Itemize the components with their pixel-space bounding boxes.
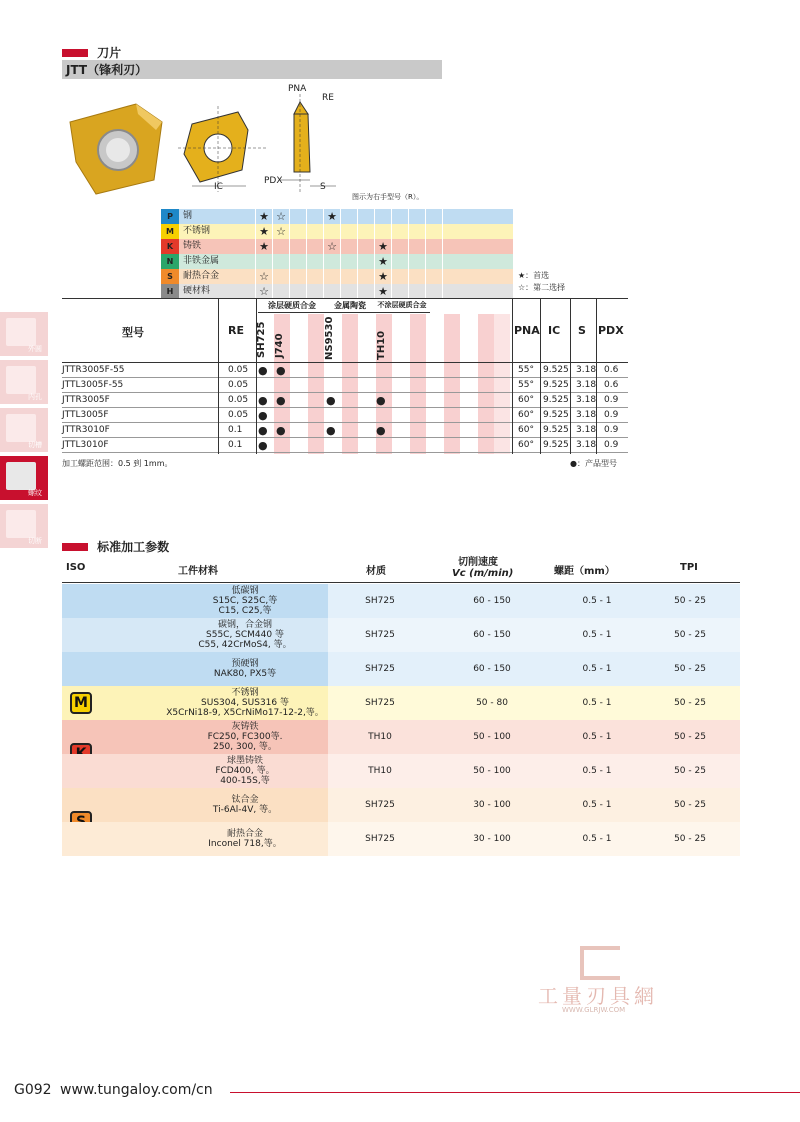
param-header-tpi: TPI bbox=[680, 562, 698, 573]
side-tab-grooving[interactable]: 切槽 bbox=[0, 408, 48, 452]
param-tpi: 50 - 25 bbox=[674, 664, 706, 674]
product-ic: 9.525 bbox=[543, 440, 569, 450]
recommendation-mark bbox=[340, 209, 357, 224]
product-re: 0.05 bbox=[228, 380, 249, 390]
recommendation-mark bbox=[442, 269, 459, 284]
param-pitch: 0.5 - 1 bbox=[582, 834, 612, 844]
internal-turning-icon bbox=[6, 366, 36, 394]
material-line: S15C, S25C,等 bbox=[212, 596, 278, 606]
section-title: 刀片 bbox=[97, 46, 122, 60]
grade-legend-row bbox=[161, 269, 513, 284]
recommendation-mark bbox=[340, 269, 357, 284]
param-speed: 60 - 150 bbox=[473, 664, 511, 674]
legend-first-choice: ★：首选 bbox=[518, 271, 550, 280]
material-name: 铸铁 bbox=[183, 241, 202, 251]
product-ic: 9.525 bbox=[543, 410, 569, 420]
pdx-label: PDX bbox=[264, 176, 283, 186]
param-tpi: 50 - 25 bbox=[674, 766, 706, 776]
section-heading-params bbox=[62, 536, 169, 555]
availability-dot: ● bbox=[276, 394, 286, 407]
product-row bbox=[62, 393, 628, 408]
product-re: 0.05 bbox=[228, 365, 249, 375]
product-model: JTTL3010F bbox=[62, 440, 109, 450]
material-line: C55, 42CrMoS4, 等。 bbox=[198, 640, 292, 650]
side-tab-parting[interactable]: 切断 bbox=[0, 504, 48, 548]
iso-code: H bbox=[161, 284, 179, 299]
product-model: JTTR3005F bbox=[62, 395, 110, 405]
col-pdx-header: PDX bbox=[598, 324, 624, 337]
material-name: 不锈钢 bbox=[183, 226, 211, 236]
product-s: 3.18 bbox=[576, 410, 597, 420]
material-line: 400-15S,等 bbox=[220, 776, 270, 786]
recommendation-mark bbox=[272, 284, 289, 299]
param-tpi: 50 - 25 bbox=[674, 800, 706, 810]
product-pdx: 0.9 bbox=[604, 395, 619, 405]
section-title: 标准加工参数 bbox=[97, 540, 170, 554]
recommendation-mark bbox=[357, 269, 374, 284]
recommendation-mark bbox=[442, 254, 459, 269]
param-grade: SH725 bbox=[365, 698, 395, 708]
availability-dot: ● bbox=[376, 424, 386, 437]
param-grade: SH725 bbox=[365, 596, 395, 606]
recommendation-mark: ★ bbox=[255, 209, 272, 224]
recommendation-mark: ☆ bbox=[272, 209, 289, 224]
param-grade: SH725 bbox=[365, 664, 395, 674]
product-model: JTTL3005F-55 bbox=[62, 380, 124, 390]
recommendation-mark bbox=[323, 284, 340, 299]
param-speed: 50 - 80 bbox=[476, 698, 508, 708]
param-header-grade: 材质 bbox=[366, 566, 386, 577]
material-line: SUS304, SUS316 等 bbox=[201, 698, 289, 708]
product-model: JTTR3010F bbox=[62, 425, 110, 435]
param-pitch: 0.5 - 1 bbox=[582, 800, 612, 810]
recommendation-mark bbox=[425, 284, 442, 299]
param-speed: 50 - 100 bbox=[473, 766, 511, 776]
recommendation-mark bbox=[357, 224, 374, 239]
grade-legend-row bbox=[161, 224, 513, 239]
section-marker bbox=[62, 543, 88, 551]
availability-dot: ● bbox=[326, 394, 336, 407]
param-grade: SH725 bbox=[365, 800, 395, 810]
recommendation-mark bbox=[306, 209, 323, 224]
recommendation-mark bbox=[391, 239, 408, 254]
grade-ns9530: NS9530 bbox=[324, 316, 335, 360]
recommendation-mark bbox=[425, 254, 442, 269]
product-pdx: 0.9 bbox=[604, 425, 619, 435]
availability-dot: ● bbox=[276, 364, 286, 377]
footer-rule bbox=[230, 1092, 800, 1093]
iso-code: N bbox=[161, 254, 179, 269]
material-line: 钛合金 bbox=[231, 795, 259, 805]
param-speed: 60 - 150 bbox=[473, 596, 511, 606]
recommendation-mark bbox=[442, 224, 459, 239]
material-line: NAK80, PX5等 bbox=[213, 669, 277, 679]
product-row bbox=[62, 378, 628, 393]
recommendation-mark bbox=[374, 209, 391, 224]
subtitle-bar: JTT（锋利刃） bbox=[62, 60, 442, 79]
param-header-material: 工件材料 bbox=[178, 566, 218, 577]
side-tab-internal[interactable]: 内孔 bbox=[0, 360, 48, 404]
param-pitch: 0.5 - 1 bbox=[582, 630, 612, 640]
param-grade: TH10 bbox=[368, 766, 392, 776]
recommendation-mark bbox=[408, 224, 425, 239]
insert-photo bbox=[66, 102, 166, 197]
recommendation-mark bbox=[289, 284, 306, 299]
product-row bbox=[62, 438, 628, 453]
param-tpi: 50 - 25 bbox=[674, 630, 706, 640]
material-line: 不锈钢 bbox=[231, 688, 259, 698]
product-re: 0.1 bbox=[228, 440, 243, 450]
product-s: 3.18 bbox=[576, 440, 597, 450]
iso-badge: M bbox=[70, 692, 92, 714]
recommendation-mark: ★ bbox=[374, 254, 391, 269]
product-table bbox=[62, 298, 628, 454]
recommendation-mark bbox=[340, 224, 357, 239]
insert-front-diagram bbox=[178, 100, 268, 200]
table-footnote: 加工螺距范围：0.5 到 1mm。 bbox=[62, 459, 173, 468]
product-pna: 60° bbox=[518, 395, 534, 405]
recommendation-mark bbox=[408, 284, 425, 299]
side-tab-external[interactable]: 外圆 bbox=[0, 312, 48, 356]
recommendation-mark bbox=[357, 284, 374, 299]
recommendation-mark: ★ bbox=[323, 209, 340, 224]
recommendation-mark bbox=[323, 269, 340, 284]
iso-code: K bbox=[161, 239, 179, 254]
col-pna-header: PNA bbox=[514, 324, 540, 337]
footer bbox=[14, 1082, 213, 1098]
param-speed: 60 - 150 bbox=[473, 630, 511, 640]
recommendation-mark bbox=[272, 239, 289, 254]
recommendation-mark bbox=[323, 224, 340, 239]
grooving-icon bbox=[6, 414, 36, 442]
product-pdx: 0.6 bbox=[604, 365, 619, 375]
product-pna: 60° bbox=[518, 440, 534, 450]
param-speed: 50 - 100 bbox=[473, 732, 511, 742]
availability-dot: ● bbox=[258, 409, 268, 422]
product-model: JTTR3005F-55 bbox=[62, 365, 125, 375]
recommendation-mark bbox=[289, 224, 306, 239]
recommendation-mark bbox=[357, 254, 374, 269]
availability-dot: ● bbox=[258, 364, 268, 377]
recommendation-mark bbox=[391, 284, 408, 299]
recommendation-mark bbox=[357, 239, 374, 254]
availability-dot: ● bbox=[258, 394, 268, 407]
recommendation-mark bbox=[306, 284, 323, 299]
material-line: 耐热合金 bbox=[226, 829, 263, 839]
product-ic: 9.525 bbox=[543, 395, 569, 405]
availability-dot: ● bbox=[376, 394, 386, 407]
product-s: 3.18 bbox=[576, 380, 597, 390]
param-grade: SH725 bbox=[365, 834, 395, 844]
param-grade: SH725 bbox=[365, 630, 395, 640]
recommendation-mark bbox=[272, 269, 289, 284]
params-row bbox=[62, 686, 740, 720]
param-tpi: 50 - 25 bbox=[674, 834, 706, 844]
product-pna: 60° bbox=[518, 425, 534, 435]
insert-side-diagram bbox=[276, 92, 346, 202]
external-turning-icon bbox=[6, 318, 36, 346]
recommendation-mark bbox=[408, 239, 425, 254]
section-marker bbox=[62, 49, 88, 57]
col-model-header: 型号 bbox=[122, 326, 144, 339]
availability-dot: ● bbox=[326, 424, 336, 437]
recommendation-mark: ☆ bbox=[323, 239, 340, 254]
product-pdx: 0.9 bbox=[604, 440, 619, 450]
params-row bbox=[62, 822, 740, 856]
material-line: X5CrNi18-9, X5CrNiMo17-12-2,等。 bbox=[166, 708, 324, 718]
material-line: 预硬钢 bbox=[231, 659, 259, 669]
group-header-cermet: 金属陶瓷 bbox=[334, 301, 366, 310]
material-line: 灰铸铁 bbox=[231, 722, 259, 732]
group-header-uncoated: 不涂层硬质合金 bbox=[377, 301, 427, 309]
grade-legend-row bbox=[161, 239, 513, 254]
iso-code: S bbox=[161, 269, 179, 284]
material-line: 碳钢，合金钢 bbox=[217, 620, 272, 630]
product-ic: 9.525 bbox=[543, 380, 569, 390]
params-row bbox=[62, 652, 740, 686]
recommendation-mark bbox=[323, 254, 340, 269]
recommendation-mark bbox=[357, 209, 374, 224]
params-row bbox=[62, 584, 740, 618]
page-number: G092 bbox=[14, 1082, 52, 1098]
recommendation-mark bbox=[289, 269, 306, 284]
product-pdx: 0.6 bbox=[604, 380, 619, 390]
recommendation-mark bbox=[272, 254, 289, 269]
material-line: Ti-6Al-4V, 等。 bbox=[212, 805, 278, 815]
params-row bbox=[62, 720, 740, 754]
iso-code: M bbox=[161, 224, 179, 239]
material-line: Inconel 718,等。 bbox=[208, 839, 282, 849]
recommendation-mark bbox=[391, 269, 408, 284]
recommendation-mark bbox=[255, 254, 272, 269]
recommendation-mark bbox=[425, 209, 442, 224]
param-header-speed-unit: Vc (m/min) bbox=[452, 568, 514, 579]
recommendation-mark bbox=[425, 269, 442, 284]
re-label: RE bbox=[322, 93, 334, 103]
col-ic-header: IC bbox=[548, 324, 561, 337]
param-pitch: 0.5 - 1 bbox=[582, 766, 612, 776]
recommendation-mark: ☆ bbox=[255, 284, 272, 299]
recommendation-mark bbox=[391, 209, 408, 224]
recommendation-mark bbox=[425, 239, 442, 254]
recommendation-mark bbox=[289, 209, 306, 224]
recommendation-mark bbox=[289, 254, 306, 269]
iso-code: P bbox=[161, 209, 179, 224]
recommendation-mark bbox=[306, 239, 323, 254]
material-name: 非铁金属 bbox=[183, 256, 220, 266]
params-row bbox=[62, 754, 740, 788]
recommendation-mark bbox=[442, 209, 459, 224]
material-name: 耐热合金 bbox=[183, 271, 220, 281]
recommendation-mark bbox=[306, 269, 323, 284]
product-re: 0.05 bbox=[228, 410, 249, 420]
material-line: S55C, SCM440 等 bbox=[206, 630, 284, 640]
recommendation-mark: ★ bbox=[374, 269, 391, 284]
recommendation-mark: ☆ bbox=[272, 224, 289, 239]
threading-icon bbox=[6, 462, 36, 490]
product-row bbox=[62, 363, 628, 378]
product-ic: 9.525 bbox=[543, 425, 569, 435]
recommendation-mark: ★ bbox=[374, 239, 391, 254]
material-line: 低碳钢 bbox=[231, 586, 259, 596]
param-pitch: 0.5 - 1 bbox=[582, 596, 612, 606]
legend-product: ●：产品型号 bbox=[570, 459, 617, 468]
s-label: S bbox=[320, 182, 326, 192]
diagram-note: 图示为右手型号（R）。 bbox=[352, 193, 424, 201]
product-row bbox=[62, 423, 628, 438]
website-link[interactable]: www.tungaloy.com/cn bbox=[60, 1082, 213, 1098]
param-pitch: 0.5 - 1 bbox=[582, 698, 612, 708]
material-line: 250, 300, 等。 bbox=[213, 742, 277, 752]
watermark-url: WWW.GLRJW.COM bbox=[562, 1006, 626, 1014]
product-row bbox=[62, 408, 628, 423]
grade-legend-row bbox=[161, 209, 513, 224]
grade-j740: J740 bbox=[274, 333, 285, 358]
product-pna: 55° bbox=[518, 380, 534, 390]
side-tab-threading[interactable]: 螺纹 bbox=[0, 456, 48, 500]
col-s-header: S bbox=[578, 324, 586, 337]
recommendation-mark bbox=[306, 224, 323, 239]
recommendation-mark: ★ bbox=[374, 284, 391, 299]
product-ic: 9.525 bbox=[543, 365, 569, 375]
recommendation-mark bbox=[289, 239, 306, 254]
product-pna: 60° bbox=[518, 410, 534, 420]
availability-dot: ● bbox=[258, 439, 268, 452]
ic-label: IC bbox=[214, 182, 223, 192]
param-header-pitch: 螺距（mm） bbox=[554, 566, 615, 577]
param-tpi: 50 - 25 bbox=[674, 698, 706, 708]
recommendation-mark: ★ bbox=[255, 224, 272, 239]
param-pitch: 0.5 - 1 bbox=[582, 664, 612, 674]
material-line: C15, C25,等 bbox=[218, 606, 272, 616]
recommendation-mark bbox=[391, 224, 408, 239]
recommendation-mark bbox=[408, 209, 425, 224]
params-row bbox=[62, 618, 740, 652]
grade-sh725: SH725 bbox=[256, 321, 267, 358]
product-re: 0.1 bbox=[228, 425, 243, 435]
pna-label: PNA bbox=[288, 84, 307, 94]
recommendation-mark bbox=[408, 269, 425, 284]
recommendation-mark bbox=[442, 239, 459, 254]
params-row bbox=[62, 788, 740, 822]
param-header-iso: ISO bbox=[66, 562, 86, 573]
grade-legend-row bbox=[161, 284, 513, 299]
product-pna: 55° bbox=[518, 365, 534, 375]
recommendation-mark: ★ bbox=[255, 239, 272, 254]
param-speed: 30 - 100 bbox=[473, 800, 511, 810]
watermark-text: 工量刃具網 bbox=[538, 984, 658, 1008]
product-re: 0.05 bbox=[228, 395, 249, 405]
product-s: 3.18 bbox=[576, 395, 597, 405]
availability-dot: ● bbox=[258, 424, 268, 437]
parting-icon bbox=[6, 510, 36, 538]
recommendation-mark bbox=[340, 284, 357, 299]
material-name: 硬材料 bbox=[183, 286, 211, 296]
material-line: 球墨铸铁 bbox=[226, 756, 263, 766]
product-s: 3.18 bbox=[576, 425, 597, 435]
param-pitch: 0.5 - 1 bbox=[582, 732, 612, 742]
material-name: 钢 bbox=[183, 211, 193, 221]
grade-th10: TH10 bbox=[376, 330, 387, 360]
recommendation-mark bbox=[340, 254, 357, 269]
material-line: FC250, FC300等. bbox=[207, 732, 283, 742]
group-header-coated: 涂层硬质合金 bbox=[268, 301, 316, 310]
material-line: FCD400, 等。 bbox=[215, 766, 275, 776]
section-heading-inserts bbox=[62, 42, 121, 61]
grade-legend-row bbox=[161, 254, 513, 269]
legend-second-choice: ☆：第二选择 bbox=[518, 283, 566, 292]
recommendation-mark: ☆ bbox=[255, 269, 272, 284]
recommendation-mark bbox=[391, 254, 408, 269]
recommendation-mark bbox=[442, 284, 459, 299]
watermark-logo bbox=[580, 946, 620, 980]
param-header-speed: 切削速度 bbox=[458, 557, 498, 568]
product-pdx: 0.9 bbox=[604, 410, 619, 420]
product-model: JTTL3005F bbox=[62, 410, 109, 420]
param-tpi: 50 - 25 bbox=[674, 732, 706, 742]
recommendation-mark bbox=[374, 224, 391, 239]
recommendation-mark bbox=[425, 224, 442, 239]
param-tpi: 50 - 25 bbox=[674, 596, 706, 606]
recommendation-mark bbox=[340, 239, 357, 254]
recommendation-mark bbox=[306, 254, 323, 269]
recommendation-mark bbox=[408, 254, 425, 269]
availability-dot: ● bbox=[276, 424, 286, 437]
col-re-header: RE bbox=[228, 324, 244, 337]
param-grade: TH10 bbox=[368, 732, 392, 742]
product-s: 3.18 bbox=[576, 365, 597, 375]
param-speed: 30 - 100 bbox=[473, 834, 511, 844]
